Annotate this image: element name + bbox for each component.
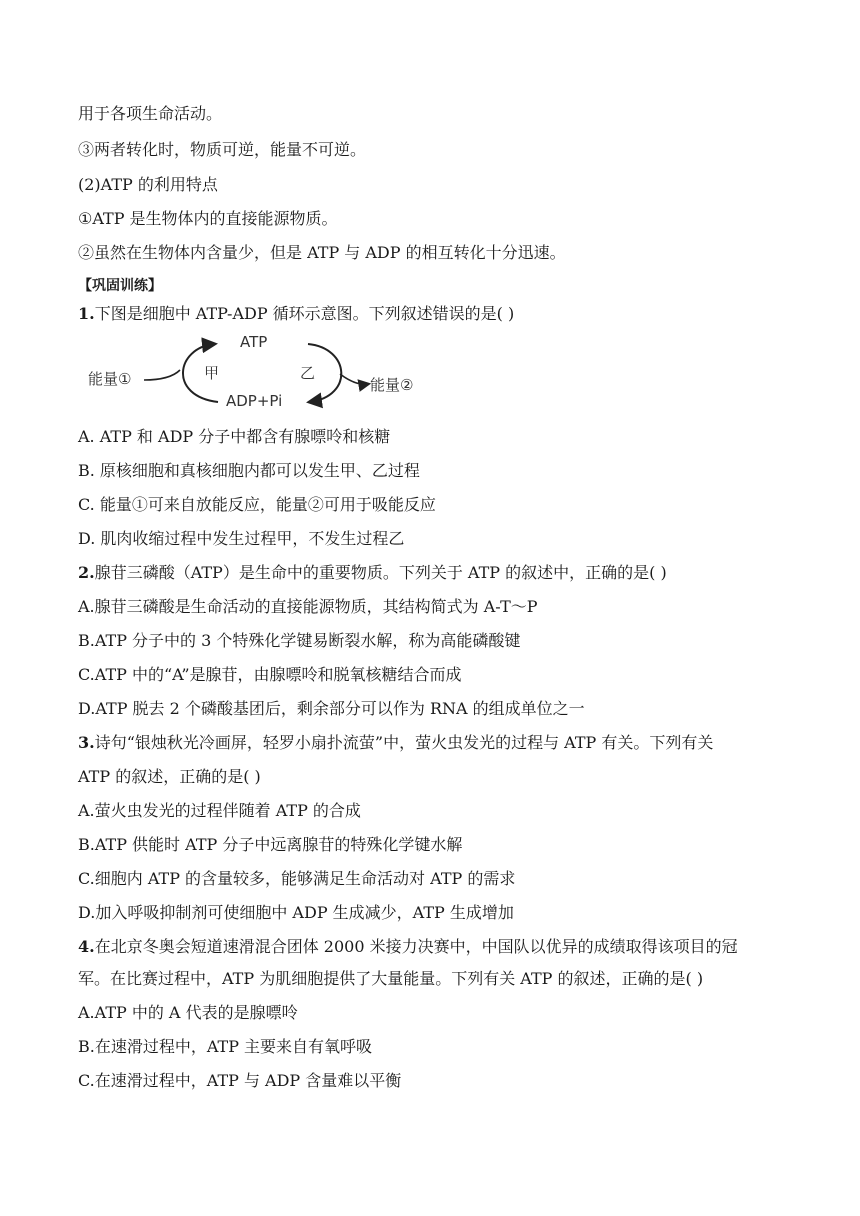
question-number: 4. bbox=[78, 937, 95, 956]
q3-option-a: A.萤火虫发光的过程伴随着 ATP 的合成 bbox=[78, 801, 361, 820]
question-4-stem bbox=[78, 937, 738, 957]
atp-adp-cycle-diagram bbox=[88, 334, 438, 412]
question-1-stem bbox=[78, 304, 514, 324]
q2-option-c: C.ATP 中的“A”是腺苷，由腺嘌呤和脱氧核糖结合而成 bbox=[78, 665, 462, 684]
intro-line-4: ①ATP 是生物体内的直接能源物质。 bbox=[78, 209, 338, 228]
q1-option-a: A. ATP 和 ADP 分子中都含有腺嘌呤和核糖 bbox=[78, 427, 391, 446]
section-title: 【巩固训练】 bbox=[78, 278, 162, 294]
energy-2-label: 能量② bbox=[370, 376, 414, 394]
question-text: 诗句“银烛秋光冷画屏，轻罗小扇扑流萤”中，萤火虫发光的过程与 ATP 有关。下列有关 bbox=[94, 733, 714, 752]
q1-option-d: D. 肌肉收缩过程中发生过程甲，不发生过程乙 bbox=[78, 529, 405, 548]
q1-option-b: B. 原核细胞和真核细胞内都可以发生甲、乙过程 bbox=[78, 461, 420, 480]
q4-option-a: A.ATP 中的 A 代表的是腺嘌呤 bbox=[78, 1003, 298, 1022]
question-text: 腺苷三磷酸（ATP）是生命中的重要物质。下列关于 ATP 的叙述中，正确的是( ) bbox=[94, 563, 667, 582]
q4-option-c: C.在速滑过程中，ATP 与 ADP 含量难以平衡 bbox=[78, 1071, 402, 1090]
q2-option-a: A.腺苷三磷酸是生命活动的直接能源物质，其结构简式为 A-T～P bbox=[78, 597, 538, 616]
q3-option-c: C.细胞内 ATP 的含量较多，能够满足生命活动对 ATP 的需求 bbox=[78, 869, 516, 888]
intro-line-2: ③两者转化时，物质可逆，能量不可逆。 bbox=[78, 140, 367, 159]
question-text: 在北京冬奥会短道速滑混合团体 2000 米接力决赛中，中国队以优异的成绩取得该项目的冠 bbox=[94, 937, 738, 956]
question-number: 2. bbox=[78, 563, 95, 582]
question-number: 3. bbox=[78, 733, 95, 752]
question-3-stem bbox=[78, 733, 713, 753]
q3-option-b: B.ATP 供能时 ATP 分子中远离腺苷的特殊化学键水解 bbox=[78, 835, 463, 854]
intro-line-5: ②虽然在生物体内含量少，但是 ATP 与 ADP 的相互转化十分迅速。 bbox=[78, 243, 566, 262]
question-number: 1. bbox=[78, 304, 95, 323]
q1-option-c: C. 能量①可来自放能反应，能量②可用于吸能反应 bbox=[78, 495, 436, 514]
atp-label: ATP bbox=[240, 334, 268, 351]
cycle-svg bbox=[88, 334, 438, 412]
adp-pi-label: ADP+Pi bbox=[226, 392, 283, 410]
energy-out-arrow bbox=[340, 374, 368, 384]
question-2-stem bbox=[78, 563, 667, 583]
question-3-stem-cont: ATP 的叙述，正确的是( ) bbox=[78, 767, 261, 786]
energy-in-arrow bbox=[144, 370, 180, 380]
question-4-stem-cont: 军。在比赛过程中，ATP 为肌细胞提供了大量能量。下列有关 ATP 的叙述，正确的是( ) bbox=[78, 969, 704, 988]
question-text: 下图是细胞中 ATP-ADP 循环示意图。下列叙述错误的是( ) bbox=[94, 304, 515, 323]
intro-line-1: 用于各项生命活动。 bbox=[78, 104, 223, 123]
energy-1-label: 能量① bbox=[88, 370, 132, 388]
q2-option-d: D.ATP 脱去 2 个磷酸基团后，剩余部分可以作为 RNA 的组成单位之一 bbox=[78, 699, 585, 718]
yi-label: 乙 bbox=[300, 364, 316, 382]
q4-option-b: B.在速滑过程中，ATP 主要来自有氧呼吸 bbox=[78, 1037, 373, 1056]
q3-option-d: D.加入呼吸抑制剂可使细胞中 ADP 生成减少，ATP 生成增加 bbox=[78, 903, 514, 922]
jia-label: 甲 bbox=[204, 364, 220, 382]
q2-option-b: B.ATP 分子中的 3 个特殊化学键易断裂水解，称为高能磷酸键 bbox=[78, 631, 521, 650]
intro-heading-2: (2)ATP 的利用特点 bbox=[78, 175, 218, 194]
